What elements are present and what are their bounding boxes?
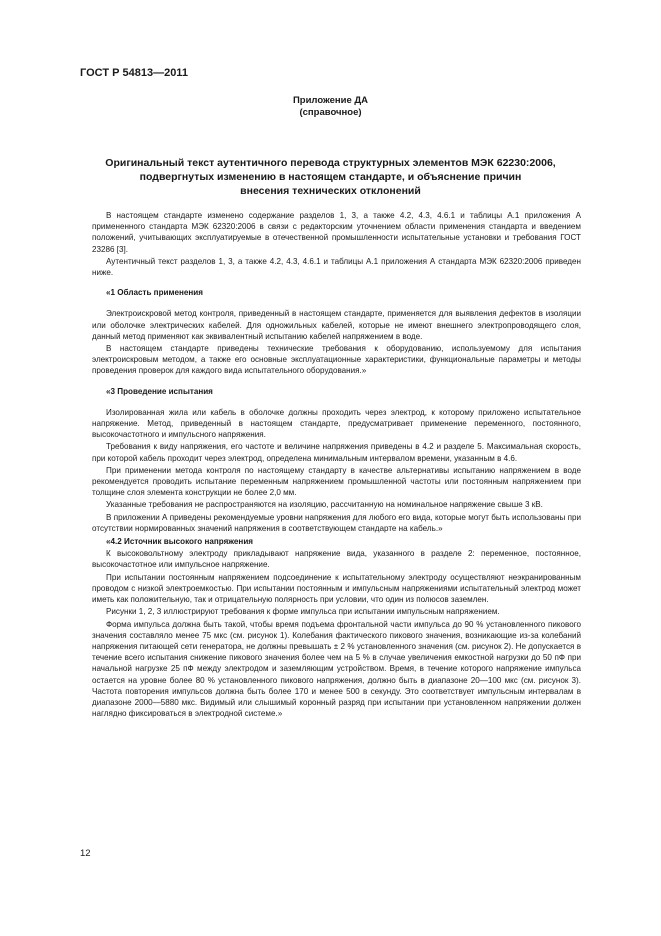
- section-3-paragraph: В приложении А приведены рекомендуемые уровни напряжения для любого его вида, которые могут быть использованы при отсутствии нормированных значений напряжения в соответствующем стандарте на кабель.»: [92, 512, 581, 533]
- appendix-heading: [80, 95, 581, 119]
- section-3-paragraph: Изолированная жила или кабель в оболочке должны проходить через электрод, к которому приложено испытательное напряжение. Метод, приведенный в настоящем стандарте, предусматривает применение переменного, постоянного, высокочастотного и импульсного напряжения.: [92, 407, 581, 440]
- title-line: внесения технических отклонений: [240, 185, 421, 197]
- page-number: 12: [80, 848, 91, 859]
- intro-paragraph: В настоящем стандарте изменено содержание разделов 1, 3, а также 4.2, 4.3, 4.6.1 и таблицы А.1 приложения А примененного стандарта МЭК 62320:2006 в связи с редакторским уточнением области применения стандарта и введением положений, учитывающих эксплуатируемые в отечественной промышленности испытательные установки и требования ГОСТ 23286 [3].: [92, 211, 581, 254]
- section-3-paragraph: Требования к виду напряжения, его частоте и величине напряжения приведены в 4.2 и разделе 5. Максимальная скорость, при которой кабель проходит через электрод, определена минимальным интервалом времени, указанным в 4.6.: [92, 442, 581, 463]
- document-body: [92, 210, 581, 719]
- section-4-2-paragraph: При испытании постоянным напряжением подсоединение к испытательному электроду осуществляют неэкранированным проводом с низкой электроемкостью. При испытании постоянным и импульсным напряжениями испытательный электрод может иметь как положительную, так и отрицательную полярность при условии, что один из полюсов заземлен.: [92, 572, 581, 605]
- section-1-paragraph: Электроискровой метод контроля, приведенный в настоящем стандарте, применяется для выявления дефектов в изоляции или оболочке электрических кабелей. Для одножильных кабелей, которые не имеют внешнего электропроводящего слоя, данный метод применяют как эквивалентный испытанию кабелей напряжением в воде.: [92, 309, 581, 341]
- intro-paragraph: Аутентичный текст разделов 1, 3, а также 4.2, 4.3, 4.6.1 и таблицы А.1 приложения А стандарта МЭК 62320:2006 приведен ниже.: [92, 256, 581, 278]
- section-4-2-paragraph: К высоковольтному электроду прикладывают напряжение вида, указанного в разделе 2: переменное, постоянное, высокочастотное или импульсное напряжение.: [92, 549, 581, 570]
- section-4-2-heading: «4.2 Источник высокого напряжения: [106, 537, 254, 547]
- standard-header: ГОСТ Р 54813—2011: [80, 67, 188, 79]
- section-3-paragraph: Указанные требования не распространяются на изоляцию, рассчитанную на номинальное напряжение свыше 3 кВ.: [106, 500, 543, 510]
- title-line: Оригинальный текст аутентичного перевода структурных элементов МЭК 62230:2006,: [105, 157, 556, 169]
- section-1-heading: «1 Область применения: [106, 288, 203, 298]
- document-title: [80, 156, 581, 198]
- section-3-heading: «3 Проведение испытания: [106, 386, 213, 396]
- section-3-paragraph: При применении метода контроля по настоящему стандарту в качестве альтернативы испытанию напряжением в воде рекомендуется проводить испытание переменным напряжением промышленной частоты или постоянным напряжением при толщине слоя элемента конструкции не более 2,0 мм.: [92, 465, 581, 498]
- appendix-title: Приложение ДА: [292, 95, 369, 106]
- section-1-paragraph: В настоящем стандарте приведены технические требования к оборудованию, используемому для испытания электроискровым методом, а также его основные эксплуатационные характеристики, функциональные параметры и методы проведения проверок для каждого вида испытательного оборудования.»: [92, 344, 581, 376]
- title-line: подвергнутых изменению в настоящем стандарте, и объяснение причин: [139, 171, 522, 183]
- appendix-subtitle: (справочное): [299, 107, 362, 118]
- section-4-2-paragraph: Рисунки 1, 2, 3 иллюстрируют требования к форме импульса при испытании импульсным напряжением.: [106, 607, 500, 617]
- section-4-2-paragraph: Форма импульса должна быть такой, чтобы время подъема фронтальной части импульса до 90 % установленного пикового значения составляло менее 75 мкс (см. рисунок 1). Колебания фактического пикового значения, возникающие из-за колебаний напряжения питающей сети генератора, не должны превышать ± 2 % установленного значения (см. рисунок 2). Не допускается в течение всего испытания снижение пикового значения более чем на 5 % в случае увеличения емкостной нагрузки до 50 пФ при начальной нагрузке 25 пФ между электродом и заземляющим устройством. Время, в течение которого напряжение импульса остается на уровне более 80 % установленного пикового напряжения, должно быть в диапазоне 20—100 мкс (см. рисунок 3). Частота повторения импульсов должна быть более 170 и менее 500 в секунду. Это соответствует импульсным интервалам в диапазоне 2000—5880 мкс. Видимый или слышимый коронный разряд при испытании при установленном напряжении должен наглядно фиксироваться в электродной системе.»: [92, 619, 581, 719]
